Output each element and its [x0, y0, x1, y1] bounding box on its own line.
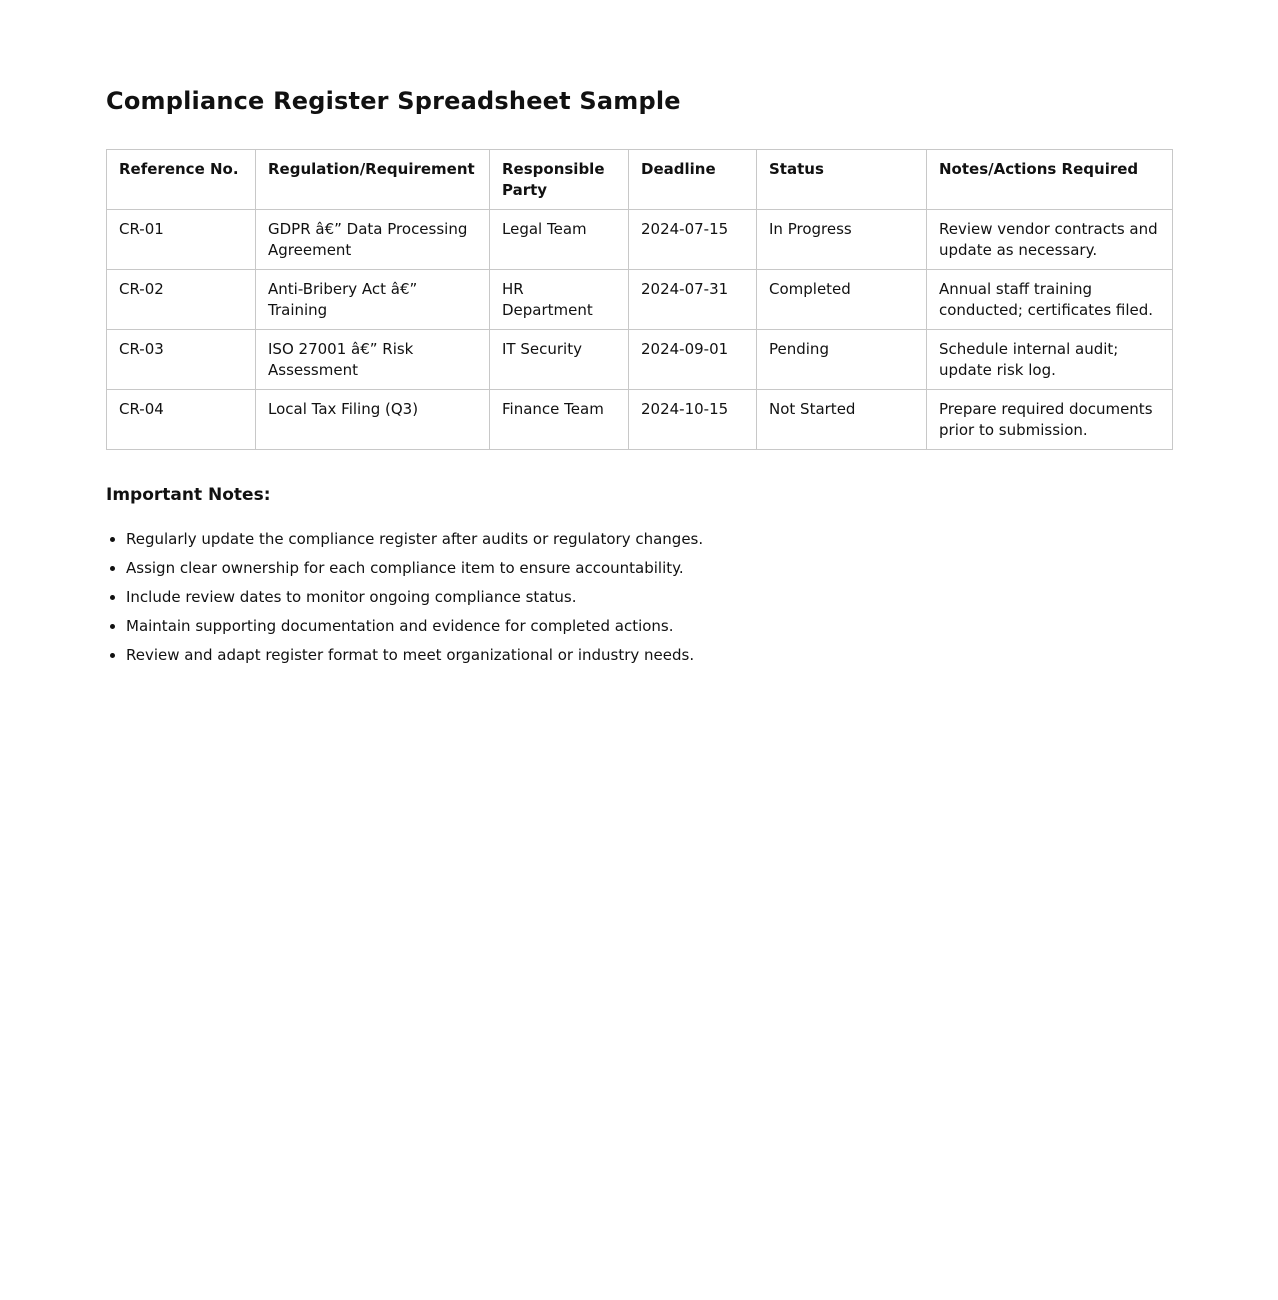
cell-regulation: Anti-Bribery Act â€” Training: [256, 270, 490, 330]
cell-deadline: 2024-07-31: [629, 270, 757, 330]
list-item: • Maintain supporting documentation and evidence for completed actions.: [126, 616, 1172, 637]
header-notes-actions: Notes/Actions Required: [927, 150, 1173, 210]
cell-deadline: 2024-07-15: [629, 210, 757, 270]
cell-deadline: 2024-09-01: [629, 330, 757, 390]
cell-status: Pending: [757, 330, 927, 390]
table-row: [107, 210, 1173, 270]
list-item: • Include review dates to monitor ongoing compliance status.: [126, 587, 1172, 608]
header-status: Status: [757, 150, 927, 210]
table-row: [107, 390, 1173, 450]
cell-notes: Annual staff training conducted; certificates filed.: [927, 270, 1173, 330]
cell-regulation: ISO 27001 â€” Risk Assessment: [256, 330, 490, 390]
important-notes-heading: Important Notes:: [106, 485, 271, 505]
cell-notes: Review vendor contracts and update as necessary.: [927, 210, 1173, 270]
cell-notes: Schedule internal audit; update risk log.: [927, 330, 1173, 390]
important-notes-list: [106, 529, 1172, 666]
table-row: [107, 270, 1173, 330]
cell-status: Not Started: [757, 390, 927, 450]
list-item: • Regularly update the compliance register after audits or regulatory changes.: [126, 529, 1172, 550]
cell-deadline: 2024-10-15: [629, 390, 757, 450]
table-row: [107, 330, 1173, 390]
cell-reference-no: CR-03: [107, 330, 256, 390]
cell-status: In Progress: [757, 210, 927, 270]
cell-responsible-party: Legal Team: [490, 210, 629, 270]
cell-responsible-party: IT Security: [490, 330, 629, 390]
cell-regulation: GDPR â€” Data Processing Agreement: [256, 210, 490, 270]
cell-responsible-party: Finance Team: [490, 390, 629, 450]
header-deadline: Deadline: [629, 150, 757, 210]
list-item: • Assign clear ownership for each compliance item to ensure accountability.: [126, 558, 1172, 579]
header-regulation-requirement: Regulation/Requirement: [256, 150, 490, 210]
compliance-register-table: [106, 149, 1173, 450]
header-reference-no: Reference No.: [107, 150, 256, 210]
page-title: Compliance Register Spreadsheet Sample: [106, 87, 681, 115]
list-item: • Review and adapt register format to meet organizational or industry needs.: [126, 645, 1172, 666]
cell-responsible-party: HR Department: [490, 270, 629, 330]
cell-notes: Prepare required documents prior to submission.: [927, 390, 1173, 450]
header-responsible-party: Responsible Party: [490, 150, 629, 210]
cell-reference-no: CR-04: [107, 390, 256, 450]
table-header-row: [107, 150, 1173, 210]
cell-status: Completed: [757, 270, 927, 330]
cell-regulation: Local Tax Filing (Q3): [256, 390, 490, 450]
cell-reference-no: CR-01: [107, 210, 256, 270]
cell-reference-no: CR-02: [107, 270, 256, 330]
